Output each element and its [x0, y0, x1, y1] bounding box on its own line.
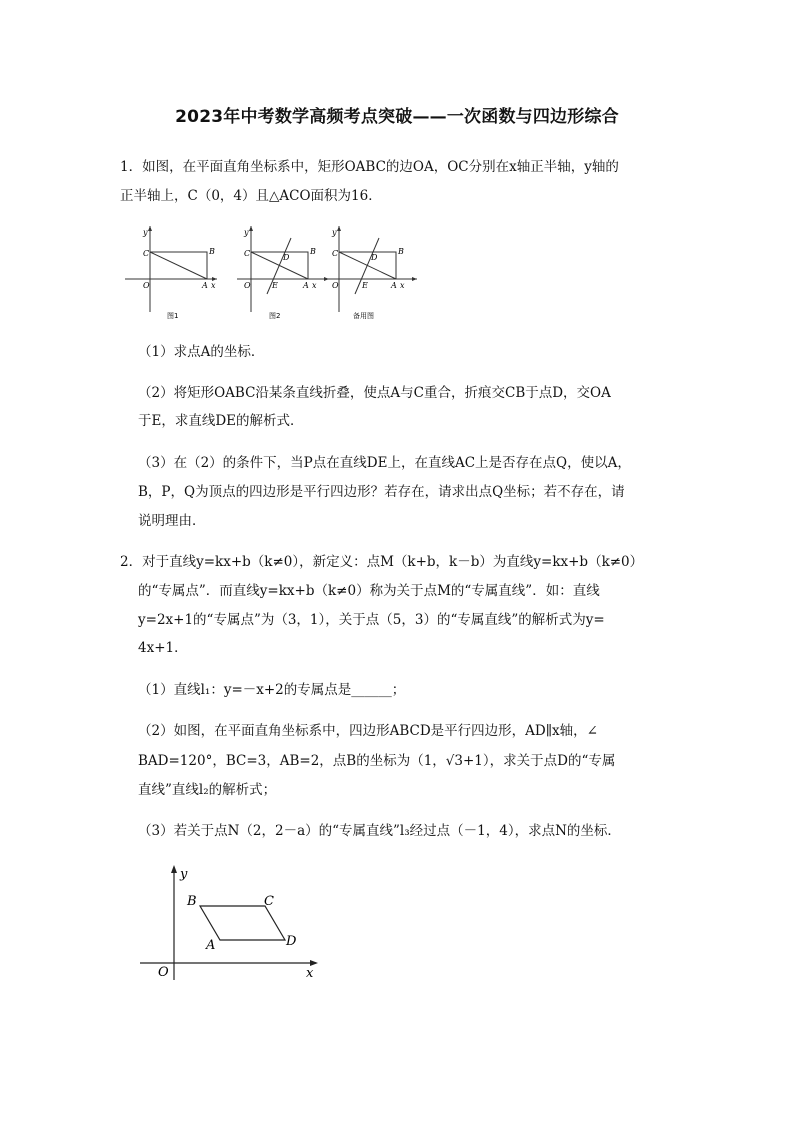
q2-label-y: y [180, 867, 188, 882]
q1-line-1: 1．如图，在平面直角坐标系中，矩形OABC的边OA，OC分别在x轴正半轴，y轴的 [120, 159, 619, 175]
q2-label-a: A [206, 938, 216, 953]
q2-line-3: y=2x+1的“专属点”为（3，1），关于点（5，3）的“专属直线”的解析式为y= [138, 612, 605, 628]
fig3-label-d: D [371, 253, 378, 262]
q1-figure-1 [125, 222, 220, 322]
q2-label-o: O [158, 965, 169, 980]
fig1-caption: 图1 [167, 312, 179, 320]
q1-line-2: 正半轴上，C（0，4）且△ACO面积为16． [120, 188, 382, 204]
page-title: 2023年中考数学高频考点突破——一次函数与四边形综合 [175, 107, 619, 127]
fig2-label-b: B [310, 247, 316, 256]
q2-label-d: D [286, 934, 297, 949]
q2-part-3: （3）若关于点N（2，2－a）的“专属直线”l₃经过点（－1，4），求点N的坐标． [138, 823, 621, 839]
q1-part-3-line-3: 说明理由． [138, 513, 206, 529]
fig1-label-a: A [202, 281, 208, 290]
q1-part-2-line-1: （2）将矩形OABC沿某条直线折叠，使点A与C重合，折痕交CB于点D，交OA [138, 385, 611, 401]
q1-part-3-line-1: （3）在（2）的条件下，当P点在直线DE上，在直线AC上是否存在点Q，使以A， [138, 455, 631, 471]
q2-line-2: 的“专属点”．而直线y=kx+b（k≠0）称为关于点M的“专属直线”．如：直线 [138, 583, 600, 599]
q1-part-3-line-2: B，P，Q为顶点的四边形是平行四边形？若存在，请求出点Q坐标；若不存在，请 [138, 484, 625, 500]
fig2-label-y: y [244, 228, 249, 237]
q2-label-b: B [187, 894, 197, 909]
fig2-caption: 图2 [269, 312, 281, 320]
fig2-label-c: C [244, 249, 251, 258]
fig2-label-e: E [272, 281, 278, 290]
fig1-label-c: C [143, 249, 150, 258]
q2-part-2-line-3: 直线”直线l₂的解析式； [138, 782, 277, 798]
fig3-caption: 备用图 [353, 312, 374, 320]
q2-label-x: x [306, 966, 314, 981]
fig2-label-x: x [312, 281, 317, 290]
fig2-label-d: D [283, 253, 290, 262]
q2-label-c: C [264, 894, 274, 909]
fig3-label-y: y [332, 228, 337, 237]
q1-part-2-line-2: 于E，求直线DE的解析式． [138, 413, 304, 429]
q2-figure [140, 860, 330, 985]
fig3-label-o: O [332, 281, 339, 290]
fig3-label-c: C [332, 249, 339, 258]
fig1-label-y: y [143, 228, 148, 237]
fig1-label-o: O [143, 281, 150, 290]
fig3-label-a: A [391, 281, 397, 290]
fig2-label-o: O [244, 281, 251, 290]
fig3-label-e: E [362, 281, 368, 290]
fig2-label-a: A [303, 281, 309, 290]
fig3-label-b: B [398, 247, 404, 256]
fig3-label-x: x [400, 281, 405, 290]
q1-part-1: （1）求点A的坐标． [138, 344, 265, 360]
q1-figure-3 [325, 222, 420, 322]
q2-part-2-line-1: （2）如图，在平面直角坐标系中，四边形ABCD是平行四边形，AD∥x轴，∠ [138, 723, 598, 739]
fig1-label-b: B [209, 247, 215, 256]
q1-figure-2 [237, 222, 332, 322]
q2-line-1: 2．对于直线y=kx+b（k≠0），新定义：点M（k+b，k－b）为直线y=kx+b（k≠0） [120, 554, 644, 570]
q2-part-1: （1）直线l₁：y=－x+2的专属点是______； [138, 682, 406, 698]
q2-line-4: 4x+1． [138, 640, 188, 656]
fig1-label-x: x [211, 281, 216, 290]
q2-part-2-line-2: BAD=120°，BC=3，AB=2，点B的坐标为（1，√3+1），求关于点D的“专属 [138, 753, 616, 769]
